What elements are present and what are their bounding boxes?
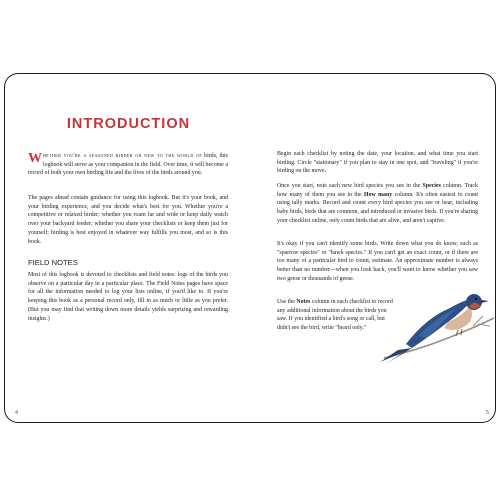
text-run: bird species you see or hear, including baby birds, birds that are common, and introduced or invasive birds. If you're sharing your checklist online, only count birds that are alive, and aren't captive. <box>277 200 478 224</box>
notes-column-label: Notes <box>296 299 311 305</box>
page-number-right: 5 <box>486 410 490 416</box>
book-spread <box>4 73 496 423</box>
checklist-start-paragraph: Begin each checklist by noting the date, your location, and what time you start birding. Circle "stationary" if you plan to stay in one spot, and "traveling" if you're birding on the move. <box>277 151 478 175</box>
how-many-column-label: How many <box>364 191 393 198</box>
dropcap-letter: W <box>28 151 42 166</box>
species-column-label: Species <box>422 183 441 189</box>
page-title: INTRODUCTION <box>66 116 191 132</box>
identification-paragraph: It's okay if you can't identify some birds. Write down what you do know, such as "sparrow species" or "hawk species." If you can't get an exact count, or if there are too many of a particular bird to count, estimate. An approximate number is always better than no number—when you look back, you'll want to know whether you saw two geese or thousands of geese. <box>277 241 478 282</box>
text-run: column. Track how many of them you see in the <box>277 183 478 198</box>
emphasis-every: every <box>368 200 381 207</box>
text-run: Use the <box>277 299 297 305</box>
left-page <box>4 73 251 423</box>
barn-swallow-illustration <box>378 278 496 364</box>
right-page <box>250 73 496 423</box>
guidance-paragraph: The pages ahead contain guidance for using this logbook. But it's your book, and your birding experience, and you decide what's best for you. Whether you're a competitive or relaxed birder; whether you roam far and wide or keep daily watch over your backyard feeder; whether you share your checklists or keep them just for yourself; birding is best enjoyed in whatever way fulfills you most, and so is this book. <box>28 195 228 245</box>
text-run: column in each checklist to record any additional information about the birds you saw. If you identified a bird's song or call, but didn't see the bird, write "heard only." <box>277 299 393 332</box>
intro-text: birds, this logbook will serve as your companion in the field. Over time, it will become a record of both your own birding life and the lives of the birds around you. <box>28 153 228 177</box>
page-number-left: 4 <box>15 410 19 416</box>
intro-smallcaps: hether you're a seasoned birder or new to the world of <box>43 153 203 159</box>
species-count-paragraph <box>277 182 478 226</box>
section-heading-field-notes: FIELD NOTES <box>28 258 78 267</box>
text-run: column. It's often easiest to count using tally marks. Record and count <box>277 191 479 207</box>
text-run: Once you start, note each new bird species you see in the <box>277 183 423 189</box>
field-notes-paragraph: Most of this logbook is devoted to checklists and field notes: logs of the birds you observe on a particular day in a particular place. The Field Notes pages have space for all the information needed to log your lists online, if you'd like to. If you're keeping this book as a personal record only, fill in as much or little as you prefer. (But you may find that writing down more details yields surprising and rewarding insights.) <box>28 272 228 322</box>
intro-paragraph <box>28 152 228 178</box>
